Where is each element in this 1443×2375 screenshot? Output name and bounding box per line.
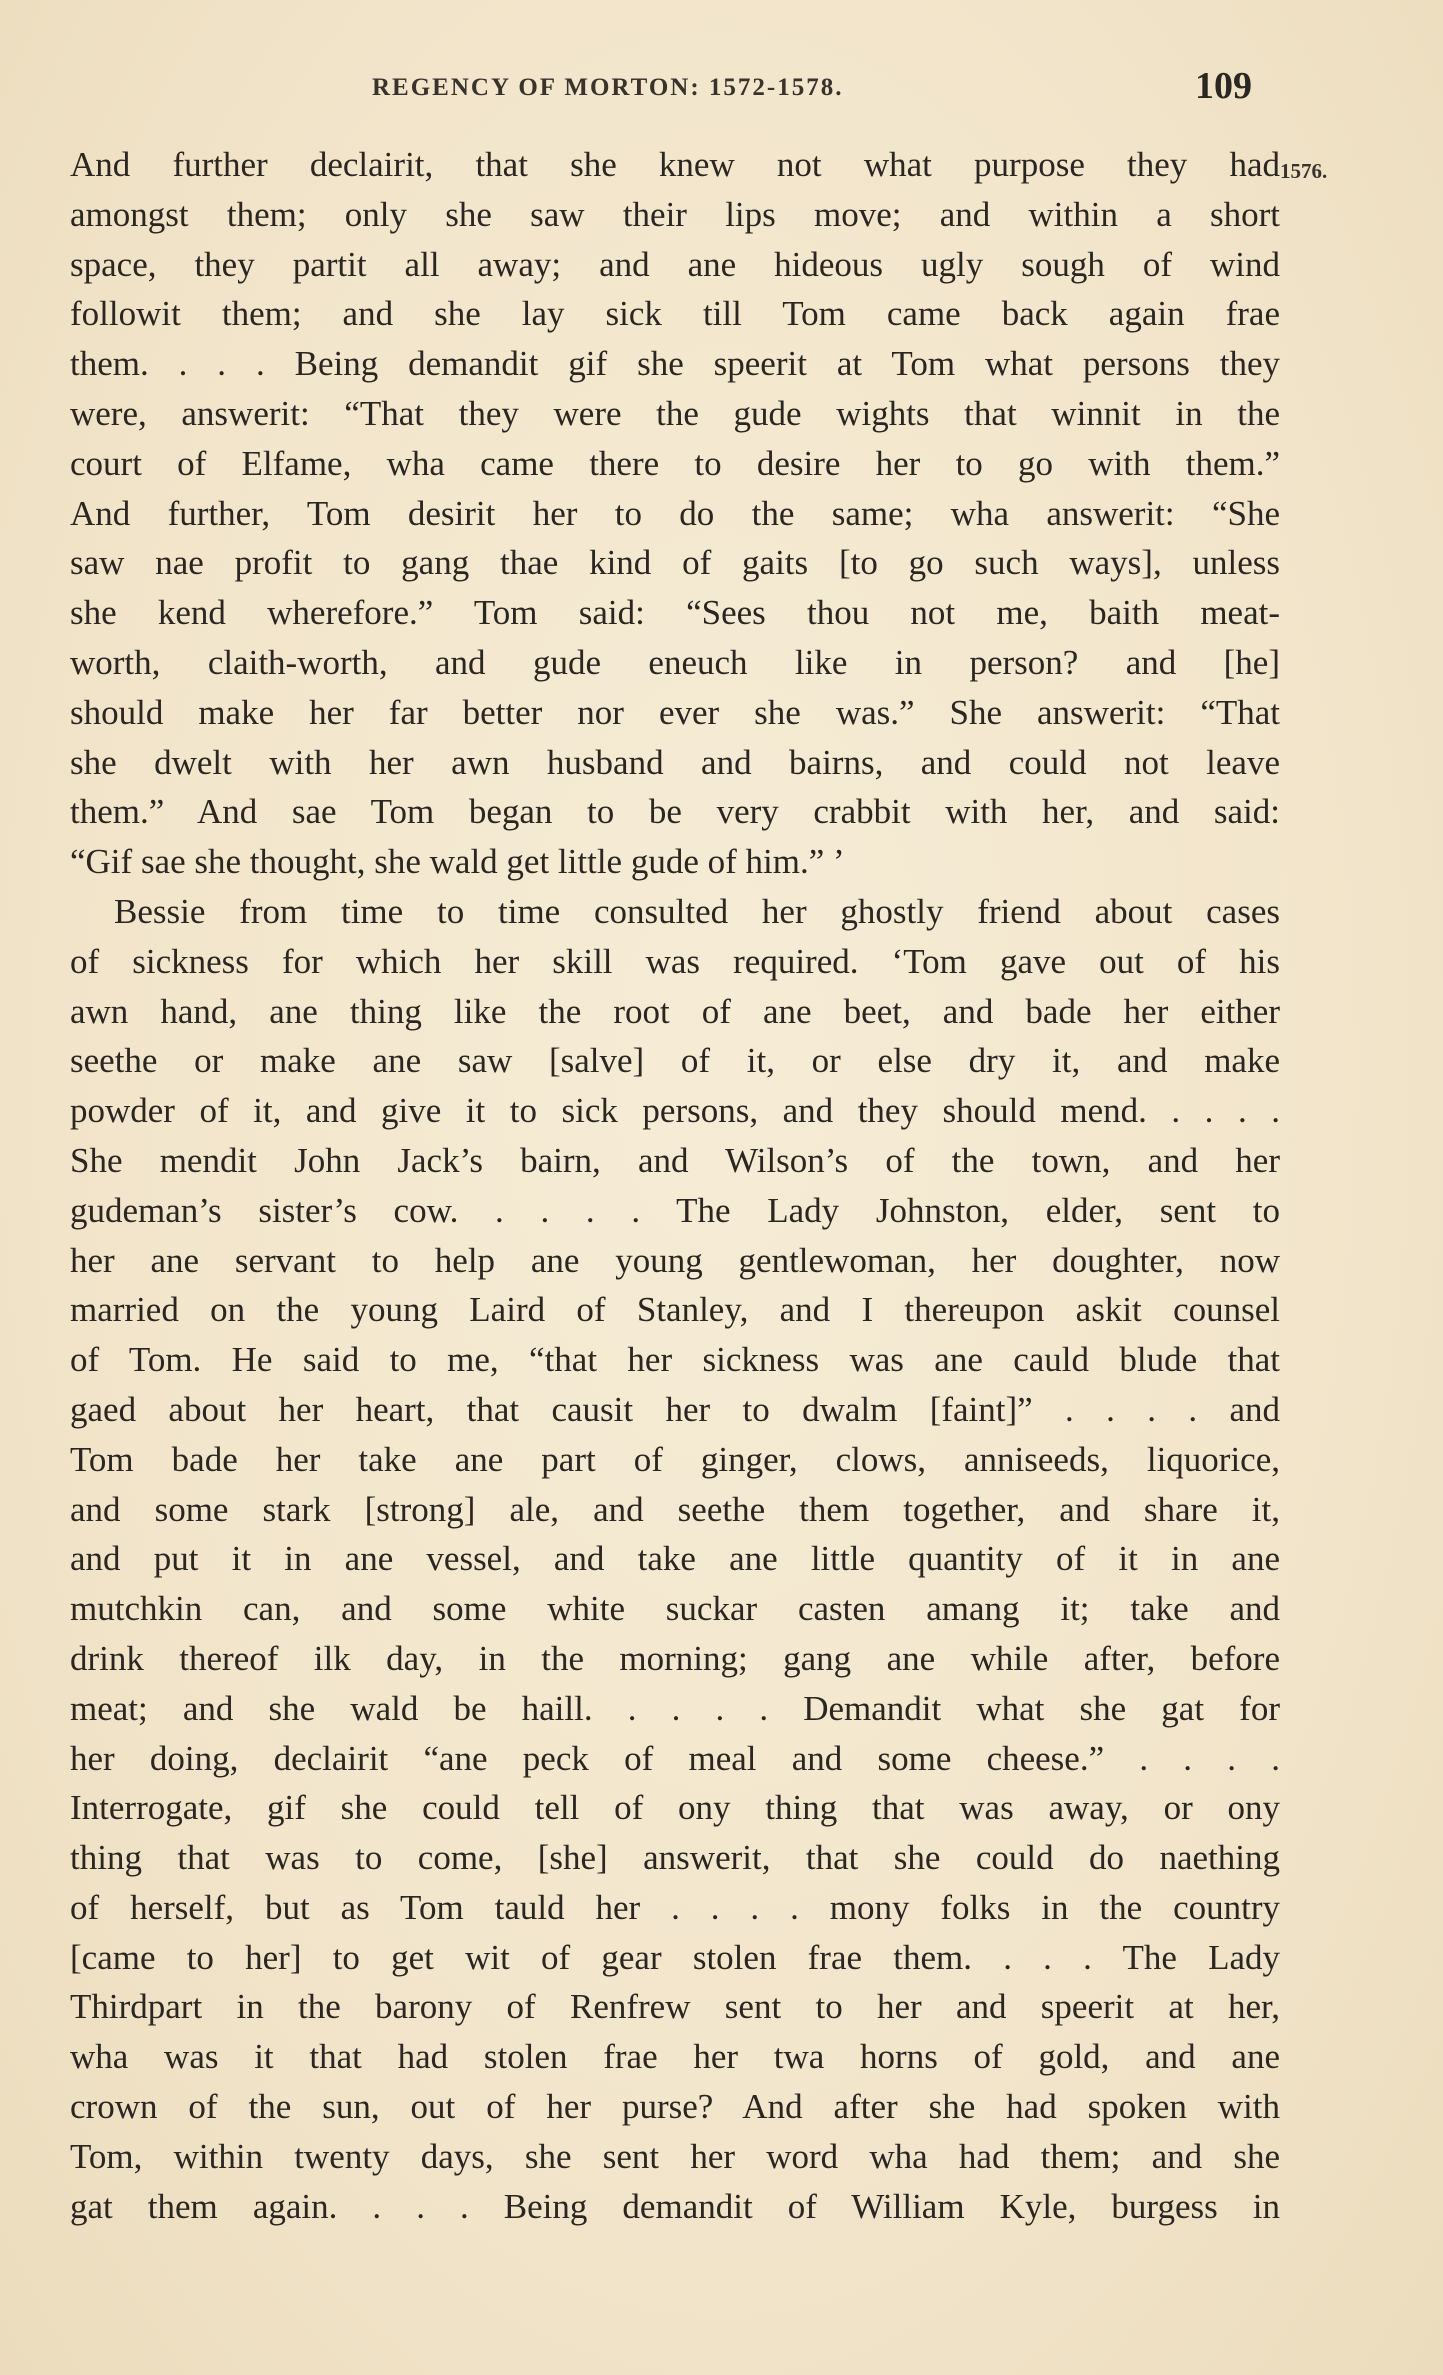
- text-line: them.” And sae Tom began to be very crabbit with her, and said:: [70, 792, 1280, 832]
- text-line: seethe or make ane saw [salve] of it, or else dry it, and make: [70, 1041, 1280, 1081]
- text-line: crown of the sun, out of her purse? And after she had spoken with: [70, 2087, 1280, 2127]
- text-line: were, answerit: “That they were the gude wights that winnit in the: [70, 393, 1280, 433]
- text-line: court of Elfame, wha came there to desire her to go with them.”: [70, 443, 1280, 483]
- text-line: amongst them; only she saw their lips move; and within a short: [70, 194, 1280, 234]
- text-line: gaed about her heart, that causit her to dwalm [faint]” . . . . and: [70, 1389, 1280, 1429]
- text-line: She mendit John Jack’s bairn, and Wilson’s of the town, and her: [70, 1140, 1280, 1180]
- text-line: should make her far better nor ever she was.” She answerit: “That: [70, 692, 1280, 732]
- text-line: of Tom. He said to me, “that her sickness was ane cauld blude that: [70, 1340, 1280, 1380]
- text-line: them. . . . Being demandit gif she speerit at Tom what persons they: [70, 344, 1280, 384]
- text-line: worth, claith-worth, and gude eneuch like in person? and [he]: [70, 642, 1280, 682]
- margin-note-year: 1576.: [1280, 159, 1328, 183]
- text-line: of sickness for which her skill was required. ‘Tom gave out of his: [70, 941, 1280, 981]
- text-line: space, they partit all away; and ane hideous ugly sough of wind: [70, 244, 1280, 284]
- text-line: thing that was to come, [she] answerit, that she could do naething: [70, 1838, 1280, 1878]
- text-line: And further declairit, that she knew not what purpose they had: [70, 145, 1280, 184]
- text-line: saw nae profit to gang thae kind of gaits [to go such ways], unless: [70, 543, 1280, 583]
- text-line: wha was it that had stolen frae her twa horns of gold, and ane: [70, 2037, 1280, 2077]
- text-line: Thirdpart in the barony of Renfrew sent to her and speerit at her,: [70, 1987, 1280, 2027]
- text-line: Tom, within twenty days, she sent her word wha had them; and she: [70, 2136, 1280, 2176]
- page-number: 109: [1195, 65, 1252, 107]
- text-line: married on the young Laird of Stanley, and I thereupon askit counsel: [70, 1290, 1280, 1330]
- text-line: Interrogate, gif she could tell of ony thing that was away, or ony: [70, 1788, 1280, 1828]
- text-line: [came to her] to get wit of gear stolen frae them. . . . The Lady: [70, 1937, 1280, 1977]
- text-line: awn hand, ane thing like the root of ane beet, and bade her either: [70, 991, 1280, 1031]
- paragraph-start-line: Bessie from time to time consulted her ghostly friend about cases: [114, 891, 1280, 931]
- text-line: followit them; and she lay sick till Tom came back again frae: [70, 294, 1280, 334]
- text-line: “Gif sae she thought, she wald get little gude of him.” ’: [70, 842, 845, 882]
- text-line: she dwelt with her awn husband and bairns, and could not leave: [70, 742, 1280, 782]
- text-line: mutchkin can, and some white suckar casten amang it; take and: [70, 1589, 1280, 1629]
- text-line: gat them again. . . . Being demandit of William Kyle, burgess in: [70, 2186, 1280, 2226]
- text-line: of herself, but as Tom tauld her . . . . mony folks in the country: [70, 1887, 1280, 1927]
- text-line: she kend wherefore.” Tom said: “Sees thou not me, baith meat-: [70, 593, 1280, 633]
- text-line: Tom bade her take ane part of ginger, clows, anniseeds, liquorice,: [70, 1439, 1280, 1479]
- text-line: and some stark [strong] ale, and seethe them together, and share it,: [70, 1489, 1280, 1529]
- text-line: her ane servant to help ane young gentlewoman, her doughter, now: [70, 1240, 1280, 1280]
- text-line: and put it in ane vessel, and take ane little quantity of it in ane: [70, 1539, 1280, 1579]
- text-line: And further, Tom desirit her to do the same; wha answerit: “She: [70, 493, 1280, 533]
- text-line: meat; and she wald be haill. . . . . Demandit what she gat for: [70, 1688, 1280, 1728]
- body-text: [70, 140, 1280, 2231]
- text-line: gudeman’s sister’s cow. . . . . The Lady Johnston, elder, sent to: [70, 1190, 1280, 1230]
- text-line: her doing, declairit “ane peck of meal and some cheese.” . . . .: [70, 1738, 1280, 1778]
- text-line: drink thereof ilk day, in the morning; gang ane while after, before: [70, 1638, 1280, 1678]
- running-head: REGENCY OF MORTON: 1572-1578.: [372, 74, 844, 101]
- text-line: powder of it, and give it to sick persons, and they should mend. . . . .: [70, 1091, 1280, 1131]
